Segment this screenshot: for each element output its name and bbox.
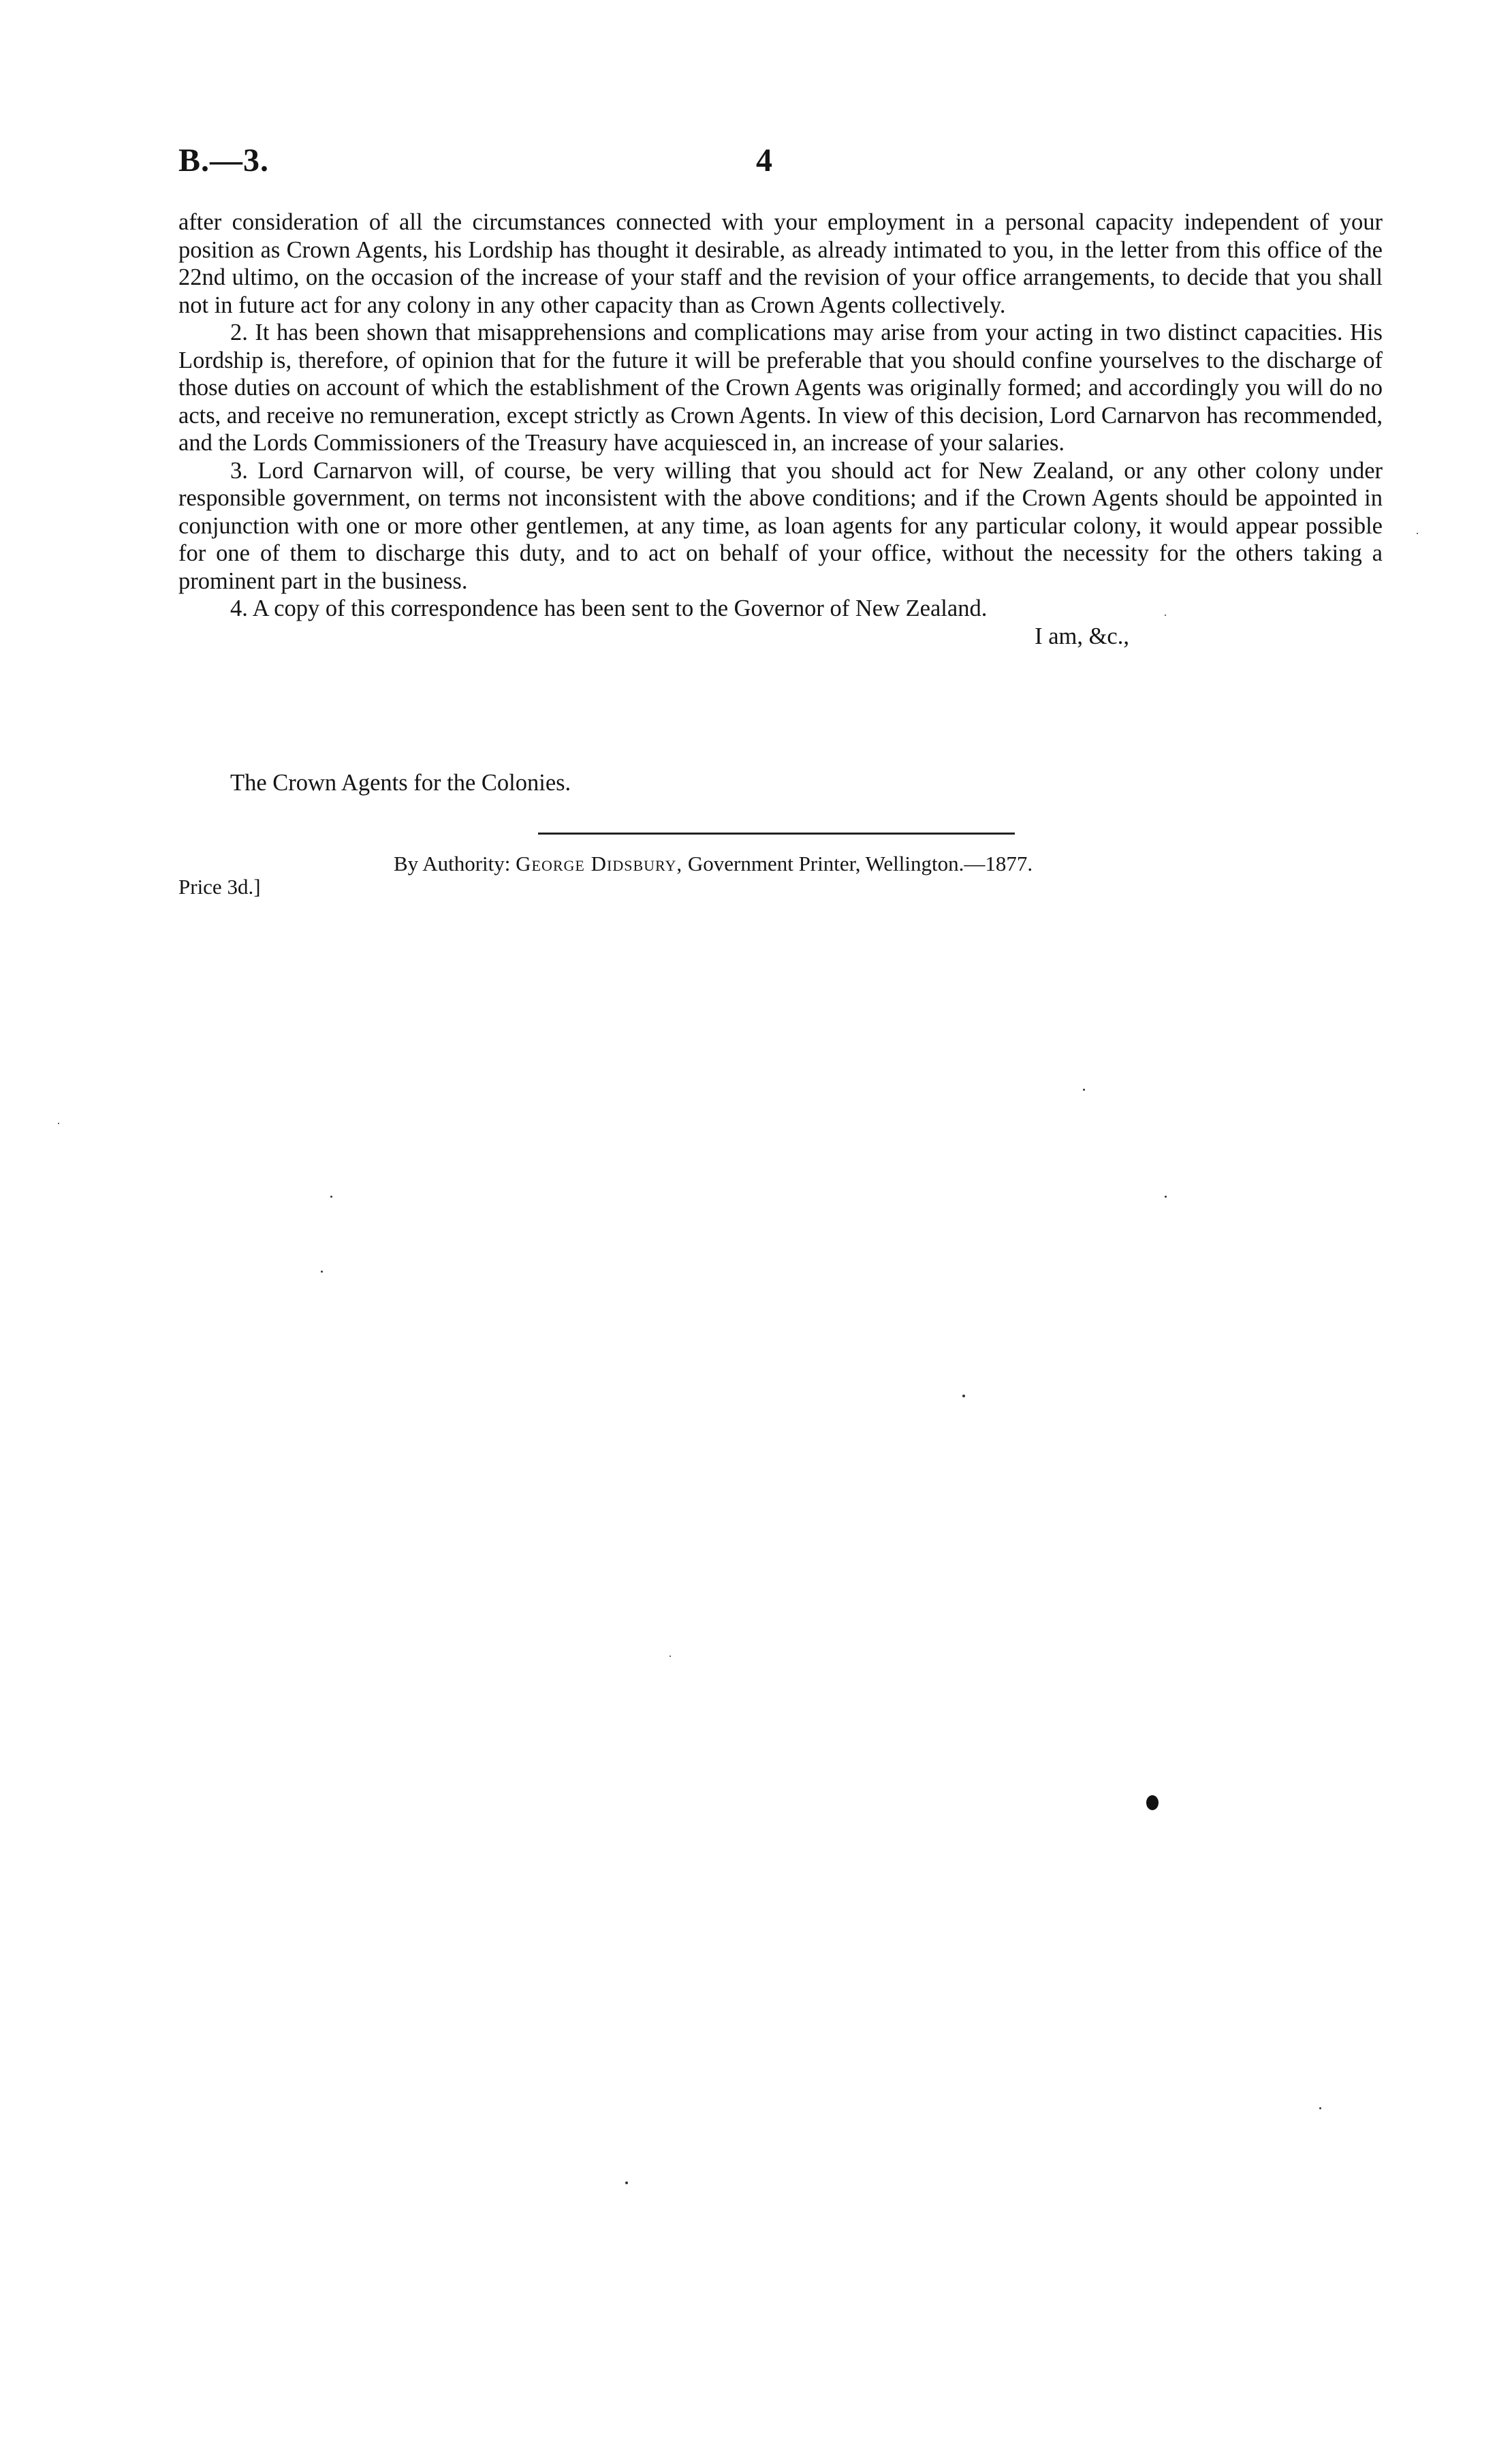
scan-speck	[962, 1395, 965, 1397]
scan-speck	[670, 1656, 671, 1657]
paragraph-4: 4. A copy of this correspondence has been sent to the Governor of New Zealand.	[230, 595, 988, 621]
imprint-printer-name: George Didsbury,	[516, 852, 683, 875]
paragraph-3: 3. Lord Carnarvon will, of course, be very willing that you should act for New Zealand, or any other colony under responsible government, on terms not inconsistent with the above conditions; and if the Crown Agents should be appointed in conjunction with one or more other gentlemen, at any time, as loan agents for any particular colony, it would appear possible for one of them to discharge this duty, and to act on behalf of your office, without the necessity for the others taking a prominent part in the business.	[178, 457, 1383, 594]
scan-speck	[625, 2181, 628, 2184]
page-header	[178, 142, 1383, 183]
document-id: B.—3.	[178, 142, 270, 178]
addressee: The Crown Agents for the Colonies.	[230, 770, 571, 796]
paragraph-2: 2. It has been shown that misapprehensions and complications may arise from your acting in two distinct capacities. His Lordship is, therefore, of opinion that for the future it will be preferable that you should confine yourselves to the discharge of those duties on account of which the establishment of the Crown Agents was originally formed; and accordingly you will do no acts, and receive no remuneration, except strictly as Crown Agents. In view of this decision, Lord Carnarvon has recommended, and the Lords Commissioners of the Treasury have acquiesced in, an increase of your salaries.	[178, 320, 1383, 456]
letter-body	[178, 208, 1383, 650]
scan-speck	[1417, 533, 1418, 534]
ink-blot	[1146, 1795, 1159, 1810]
imprint-suffix: Government Printer, Wellington.—1877.	[687, 852, 1033, 875]
paragraph-1: after consideration of all the circumstances connected with your employment in a personal capacity independent of your position as Crown Agents, his Lordship has thought it desirable, as already intimated to you, in the letter from this office of the 22nd ultimo, on the occasion of the increase of your staff and the revision of your office arrangements, to decide that you shall not in future act for any colony in any other capacity than as Crown Agents collectively.	[178, 209, 1383, 318]
printer-imprint	[394, 852, 1033, 876]
closing-line: I am, &c.,	[1035, 623, 1129, 649]
scan-speck	[58, 1123, 59, 1124]
scan-speck	[1165, 1196, 1167, 1198]
divider-rule	[538, 833, 1015, 835]
imprint-prefix: By Authority:	[394, 852, 511, 875]
scan-speck	[1319, 2107, 1321, 2109]
scan-speck	[321, 1271, 323, 1273]
scan-speck	[330, 1196, 332, 1198]
scan-speck	[1165, 615, 1166, 616]
page-number: 4	[756, 142, 772, 178]
scan-speck	[1083, 1089, 1085, 1091]
price-note: Price 3d.]	[178, 875, 261, 899]
